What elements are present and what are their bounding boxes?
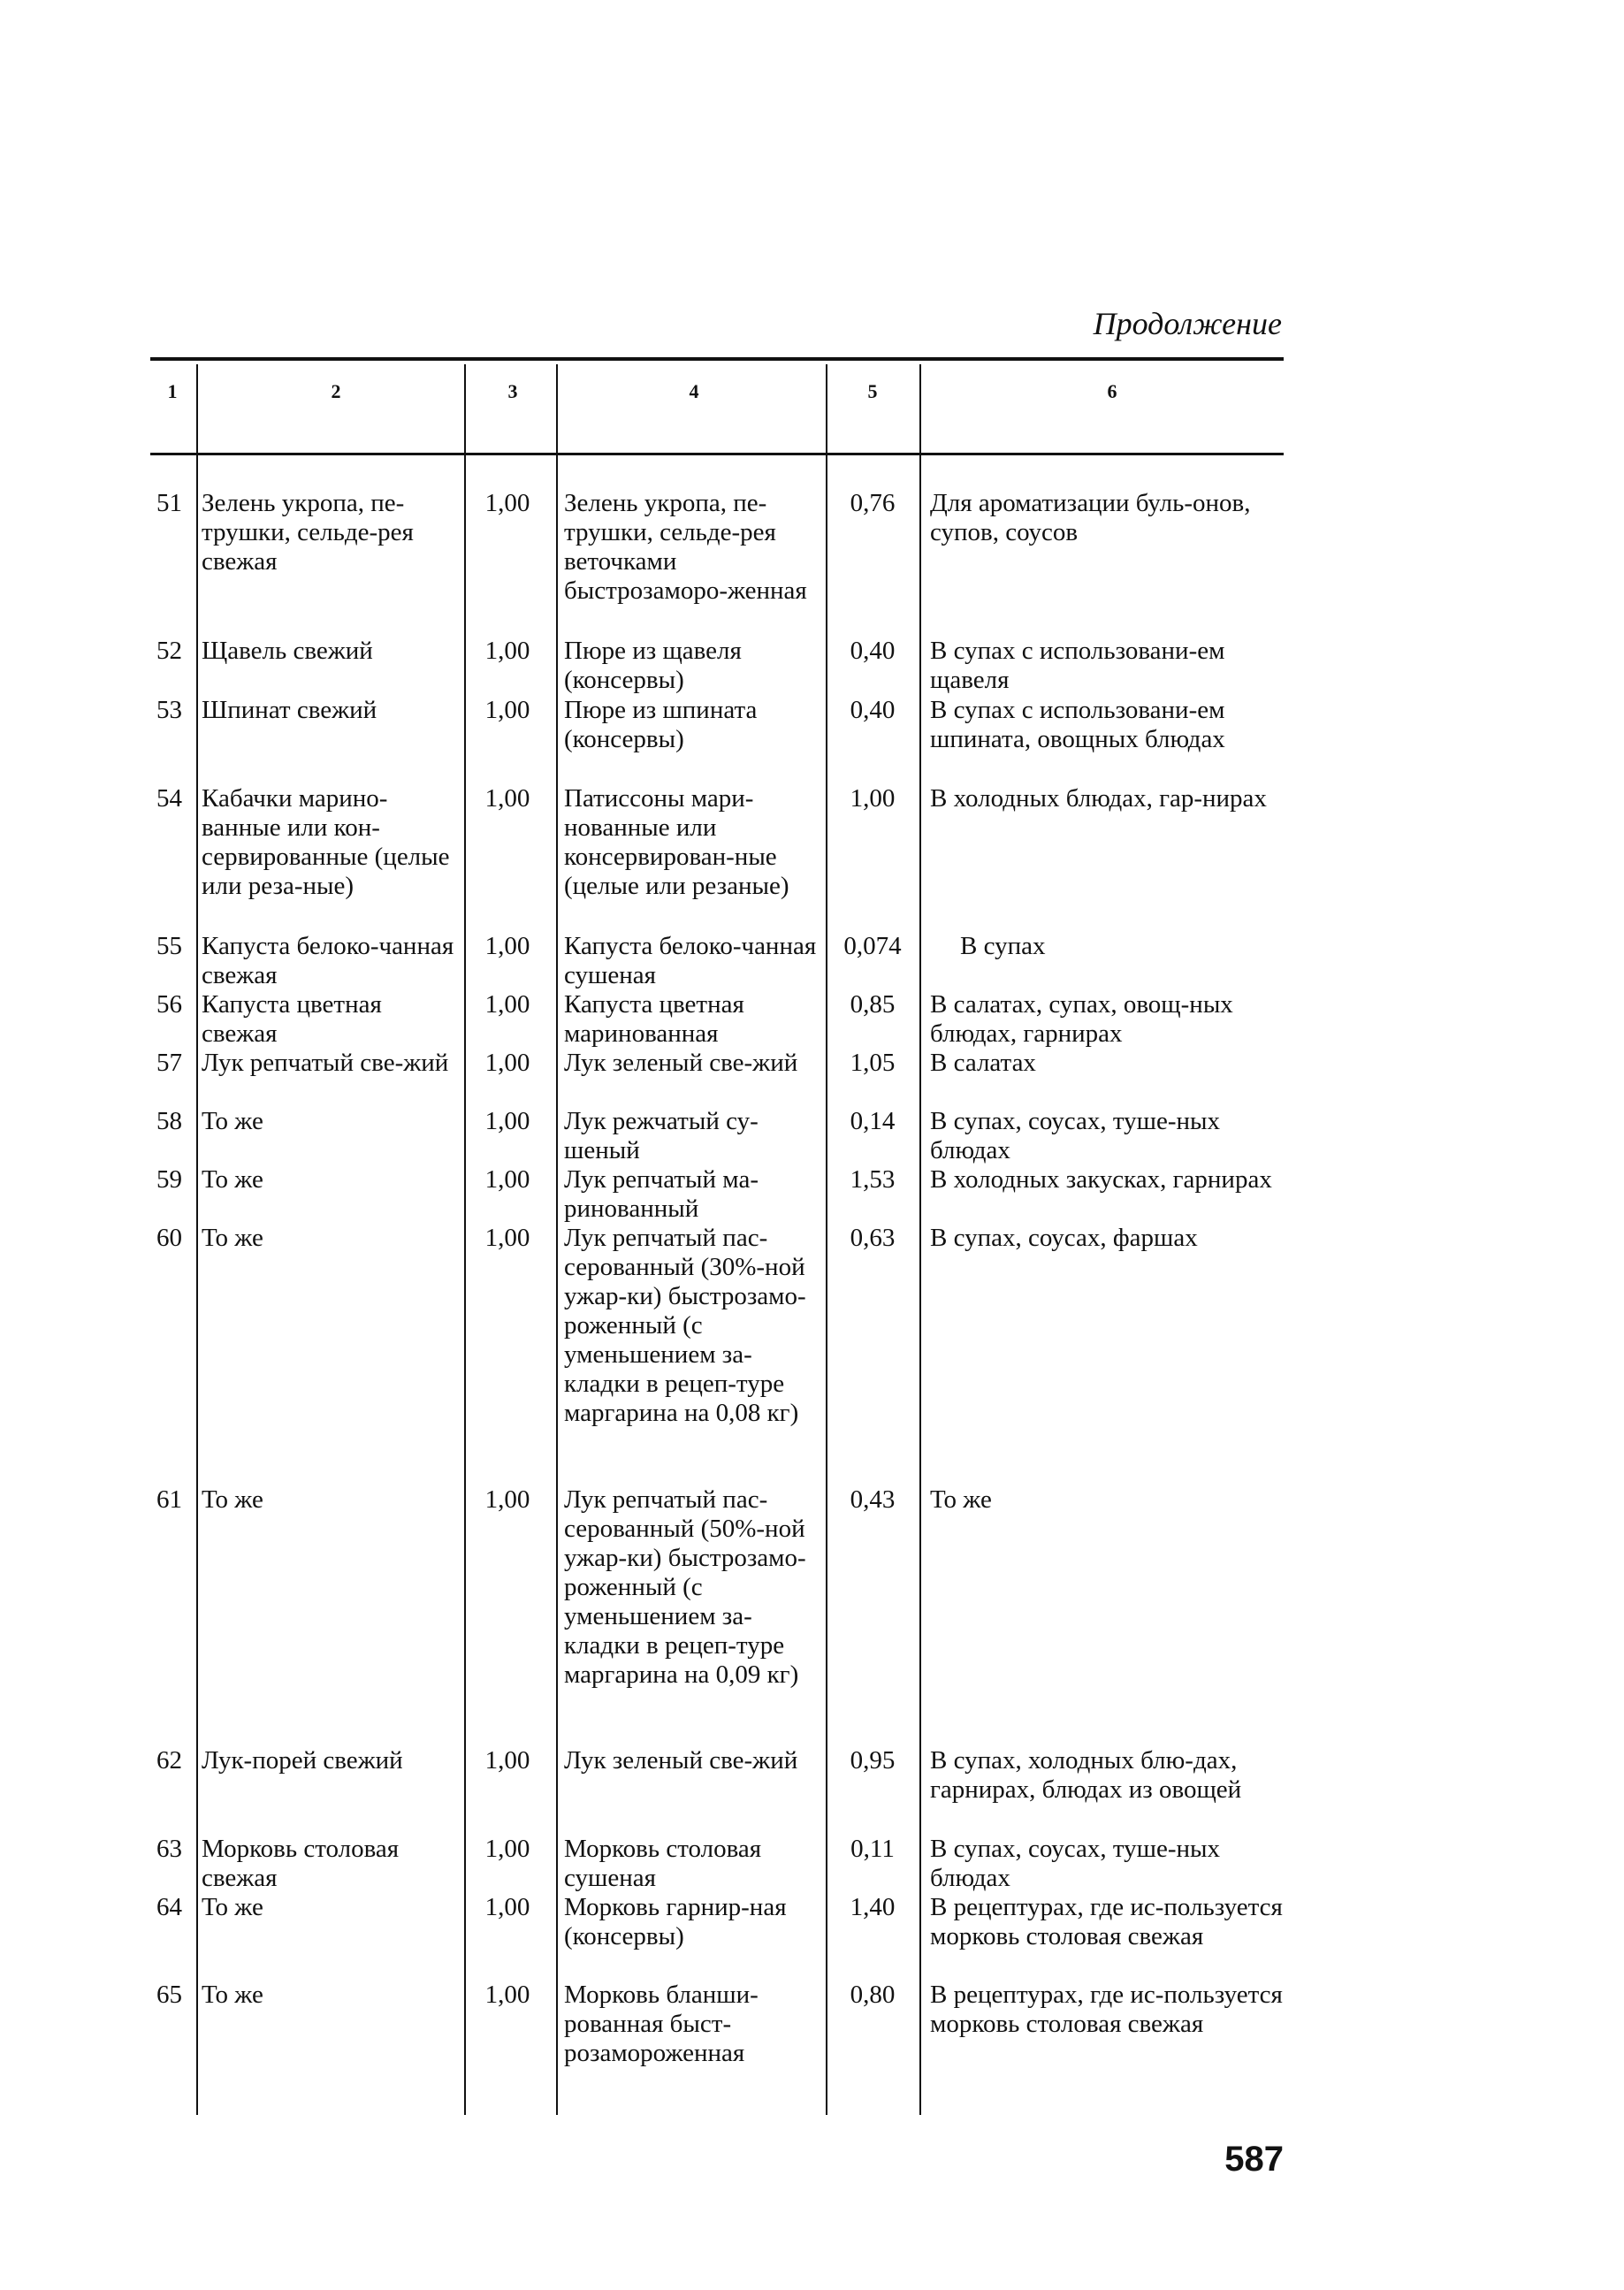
substitute-coefficient: 1,40: [850, 1893, 896, 1921]
continuation-label: Продолжение: [1093, 306, 1282, 341]
header-bottom-rule: [150, 453, 1284, 455]
column-divider-3: [556, 364, 558, 2115]
product-name: То же: [202, 1981, 263, 2009]
substitute-name: Морковь бланши-рованная быст-розамороженная: [564, 1981, 759, 2067]
product-coefficient: 1,00: [484, 990, 530, 1019]
product-name: Морковь столовая свежая: [202, 1835, 400, 1892]
product-name: То же: [202, 1165, 263, 1194]
usage-note: В супах, соусах, фаршах: [930, 1224, 1198, 1252]
substitute-name: Патиссоны мари-нованные или консервирован-ные (целые или резаные): [564, 784, 789, 900]
column-divider-4: [826, 364, 827, 2115]
row-number: 53: [156, 696, 182, 724]
substitute-name: Лук репчатый ма-ринованный: [564, 1165, 759, 1223]
usage-note: В супах с использовани-ем щавеля: [930, 637, 1225, 694]
product-coefficient: 1,00: [484, 1746, 530, 1775]
usage-note: В рецептурах, где ис-пользуется морковь столовая свежая: [930, 1981, 1283, 2038]
usage-note: В салатах, супах, овощ-ных блюдах, гарнирах: [930, 990, 1233, 1048]
product-name: То же: [202, 1107, 263, 1135]
substitute-coefficient: 0,95: [850, 1746, 896, 1775]
column-header-5: 5: [867, 380, 878, 402]
substitute-name: Морковь гарнир-ная (консервы): [564, 1893, 787, 1950]
usage-note: В супах, холодных блю-дах, гарнирах, блюдах из овощей: [930, 1746, 1242, 1804]
row-number: 51: [156, 489, 182, 517]
product-name: То же: [202, 1485, 263, 1514]
row-number: 52: [156, 637, 182, 665]
row-number: 57: [156, 1049, 182, 1077]
substitute-name: Капуста цветная маринованная: [564, 990, 744, 1048]
row-number: 55: [156, 932, 182, 960]
column-header-2: 2: [331, 380, 341, 402]
product-name: То же: [202, 1893, 263, 1921]
usage-note: В супах, соусах, туше-ных блюдах: [930, 1107, 1220, 1164]
column-divider-1: [196, 364, 198, 2115]
product-name: Лук репчатый све-жий: [202, 1049, 449, 1077]
substitute-name: Пюре из шпината (консервы): [564, 696, 758, 753]
substitute-name: Морковь столовая сушеная: [564, 1835, 762, 1892]
product-coefficient: 1,00: [484, 932, 530, 960]
product-coefficient: 1,00: [484, 1107, 530, 1135]
row-number: 56: [156, 990, 182, 1019]
substitute-coefficient: 0,76: [850, 489, 896, 517]
usage-note: То же: [930, 1485, 992, 1514]
substitute-coefficient: 0,80: [850, 1981, 896, 2009]
substitute-name: Лук зеленый све-жий: [564, 1746, 798, 1775]
product-coefficient: 1,00: [484, 1835, 530, 1863]
substitute-name: Зелень укропа, пе-трушки, сельде-рея веточками быстрозаморо-женная: [564, 489, 807, 605]
row-number: 65: [156, 1981, 182, 2009]
substitute-name: Лук зеленый све-жий: [564, 1049, 798, 1077]
substitute-coefficient: 0,40: [850, 696, 896, 724]
product-coefficient: 1,00: [484, 1485, 530, 1514]
product-coefficient: 1,00: [484, 1049, 530, 1077]
product-coefficient: 1,00: [484, 1165, 530, 1194]
product-name: Капуста белоко-чанная свежая: [202, 932, 454, 989]
substitute-name: Пюре из щавеля (консервы): [564, 637, 742, 694]
substitute-coefficient: 0,40: [850, 637, 896, 665]
product-coefficient: 1,00: [484, 696, 530, 724]
product-coefficient: 1,00: [484, 1893, 530, 1921]
usage-note: В рецептурах, где ис-пользуется морковь столовая свежая: [930, 1893, 1283, 1950]
usage-note: Для ароматизации буль-онов, супов, соусов: [930, 489, 1251, 546]
substitute-coefficient: 0,074: [843, 932, 902, 960]
row-number: 58: [156, 1107, 182, 1135]
product-name: Кабачки марино-ванные или кон-сервированные (целые или реза-ные): [202, 784, 450, 900]
product-coefficient: 1,00: [484, 784, 530, 813]
row-number: 64: [156, 1893, 182, 1921]
product-coefficient: 1,00: [484, 1224, 530, 1252]
row-number: 62: [156, 1746, 182, 1775]
product-name: То же: [202, 1224, 263, 1252]
substitute-coefficient: 1,53: [850, 1165, 896, 1194]
substitute-coefficient: 1,05: [850, 1049, 896, 1077]
product-name: Щавель свежий: [202, 637, 373, 665]
row-number: 60: [156, 1224, 182, 1252]
substitute-coefficient: 0,11: [850, 1835, 895, 1863]
column-header-6: 6: [1107, 380, 1117, 402]
usage-note: В салатах: [930, 1049, 1036, 1077]
substitute-name: Капуста белоко-чанная сушеная: [564, 932, 817, 989]
row-number: 59: [156, 1165, 182, 1194]
product-name: Лук-порей свежий: [202, 1746, 403, 1775]
usage-note: В холодных блюдах, гар-нирах: [930, 784, 1267, 813]
column-divider-5: [919, 364, 921, 2115]
row-number: 61: [156, 1485, 182, 1514]
page-number: 587: [1224, 2140, 1284, 2179]
substitute-coefficient: 1,00: [850, 784, 896, 813]
usage-note: В супах, соусах, туше-ных блюдах: [930, 1835, 1220, 1892]
product-coefficient: 1,00: [484, 1981, 530, 2009]
column-header-1: 1: [167, 380, 178, 402]
substitute-coefficient: 0,63: [850, 1224, 896, 1252]
substitute-name: Лук репчатый пас-серованный (30%-ной ужар-ки) быстрозамо-роженный (с уменьшением за-кладки в рецеп-туре маргарина на 0,08 кг): [564, 1224, 806, 1427]
substitute-name: Лук репчатый пас-серованный (50%-ной ужар-ки) быстрозамо-роженный (с уменьшением за-кладки в рецеп-туре маргарина на 0,09 кг): [564, 1485, 806, 1689]
product-name: Капуста цветная свежая: [202, 990, 382, 1048]
usage-note: В супах с использовани-ем шпината, овощных блюдах: [930, 696, 1225, 753]
row-number: 63: [156, 1835, 182, 1863]
usage-note: В супах: [960, 932, 1046, 960]
column-divider-2: [464, 364, 466, 2115]
table-top-rule: [150, 357, 1284, 361]
column-header-4: 4: [689, 380, 699, 402]
product-name: Шпинат свежий: [202, 696, 377, 724]
product-coefficient: 1,00: [484, 489, 530, 517]
substitute-coefficient: 0,85: [850, 990, 896, 1019]
substitute-name: Лук режчатый су-шеный: [564, 1107, 759, 1164]
column-header-3: 3: [507, 380, 518, 402]
product-name: Зелень укропа, пе-трушки, сельде-рея свежая: [202, 489, 414, 576]
usage-note: В холодных закусках, гарнирах: [930, 1165, 1272, 1194]
substitute-coefficient: 0,14: [850, 1107, 896, 1135]
substitute-coefficient: 0,43: [850, 1485, 896, 1514]
product-coefficient: 1,00: [484, 637, 530, 665]
row-number: 54: [156, 784, 182, 813]
